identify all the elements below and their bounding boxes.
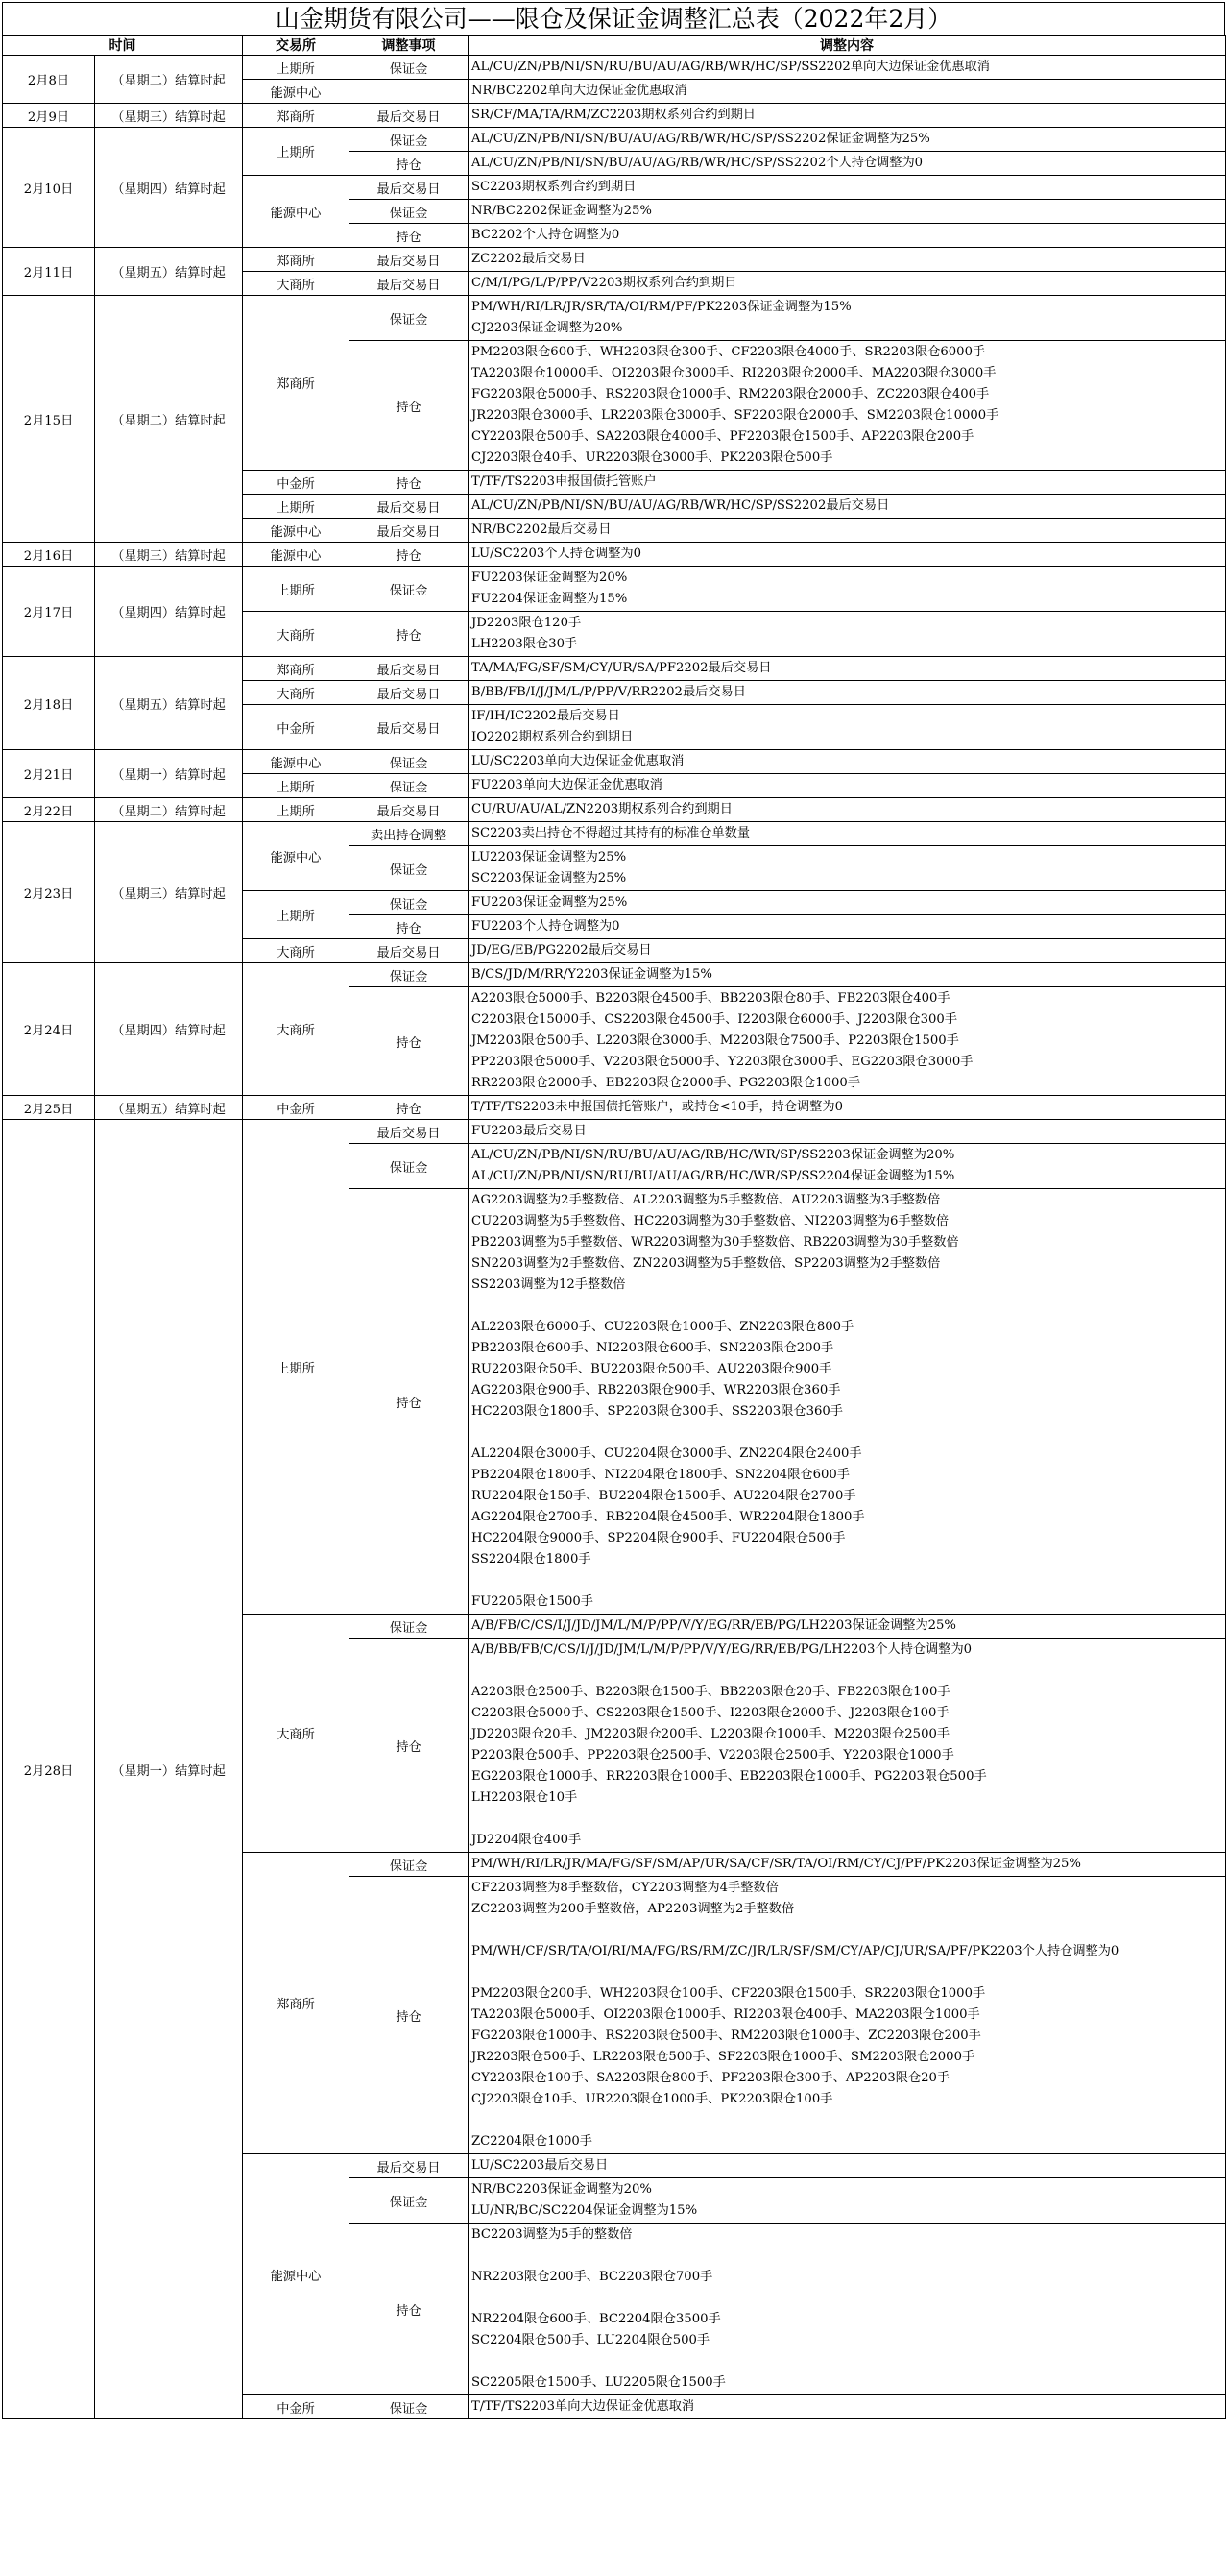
item-cell: 保证金 xyxy=(349,2395,469,2419)
item-cell: 卖出持仓调整 xyxy=(349,822,469,846)
content-line: SR/CF/MA/TA/RM/ZC2203期权系列合约到期日 xyxy=(471,108,756,122)
exchange-cell: 大商所 xyxy=(243,963,349,1096)
content-cell xyxy=(469,248,1226,272)
content-line: AL/CU/ZN/PB/NI/SN/BU/AU/AG/RB/WR/HC/SP/SS2202保证金调整为25% xyxy=(471,132,930,146)
exchange-cell: 能源中心 xyxy=(243,2154,349,2395)
content-cell xyxy=(469,176,1226,200)
exchange-cell: 郑商所 xyxy=(243,104,349,128)
exchange-cell: 能源中心 xyxy=(243,176,349,248)
content-line: TA/MA/FG/SF/SM/CY/UR/SA/PF2202最后交易日 xyxy=(471,661,772,675)
content-line: SS2203调整为12手整数倍 xyxy=(471,1277,626,1292)
item-cell: 保证金 xyxy=(349,56,469,80)
content-cell xyxy=(469,495,1226,519)
content-line: LU2203保证金调整为25% xyxy=(471,850,627,864)
content-line: AL/CU/ZN/PB/NI/SN/BU/AU/AG/RB/WR/HC/SP/SS2202最后交易日 xyxy=(471,498,890,513)
content-line: CJ2203限仓40手、UR2203限仓3000手、PK2203限仓500手 xyxy=(471,450,833,465)
table-row xyxy=(3,104,1226,128)
item-cell: 保证金 xyxy=(349,750,469,774)
content-line: FU2203最后交易日 xyxy=(471,1124,587,1138)
date-cell: 2月15日 xyxy=(3,296,95,543)
weekday-cell: （星期二）结算时起 xyxy=(95,296,243,543)
content-line: B/CS/JD/M/RR/Y2203保证金调整为15% xyxy=(471,967,712,982)
content-line: AL/CU/ZN/PB/NI/SN/BU/AU/AG/RB/WR/HC/SP/SS2202个人持仓调整为0 xyxy=(471,156,924,170)
header-item: 调整事项 xyxy=(349,36,469,56)
content-line: C2203限仓15000手、CS2203限仓4500手、I2203限仓6000手、J2203限仓300手 xyxy=(471,1012,958,1027)
content-line: SC2204限仓500手、LU2204限仓500手 xyxy=(471,2333,710,2347)
content-line: SN2203调整为2手整数倍、ZN2203调整为5手整数倍、SP2203调整为2手整数倍 xyxy=(471,1256,941,1271)
exchange-cell: 中金所 xyxy=(243,471,349,495)
content-cell xyxy=(469,2224,1226,2395)
date-cell: 2月10日 xyxy=(3,128,95,248)
item-cell: 保证金 xyxy=(349,296,469,341)
content-line: AG2204限仓2700手、RB2204限仓4500手、WR2204限仓1800手 xyxy=(471,1510,865,1524)
exchange-cell: 能源中心 xyxy=(243,543,349,567)
exchange-cell: 上期所 xyxy=(243,1120,349,1615)
content-line: PB2203限仓600手、NI2203限仓600手、SN2203限仓200手 xyxy=(471,1341,834,1355)
content-cell xyxy=(469,891,1226,915)
content-line: P2203限仓500手、PP2203限仓2500手、V2203限仓2500手、Y2203限仓1000手 xyxy=(471,1748,954,1762)
item-cell: 持仓 xyxy=(349,471,469,495)
content-line: C2203限仓5000手、CS2203限仓1500手、I2203限仓2000手、J2203限仓100手 xyxy=(471,1706,950,1720)
content-cell xyxy=(469,471,1226,495)
content-line: FU2203保证金调整为20% xyxy=(471,571,628,585)
content-line: ZC2202最后交易日 xyxy=(471,252,586,266)
item-cell: 保证金 xyxy=(349,1615,469,1639)
weekday-cell: （星期五）结算时起 xyxy=(95,657,243,750)
content-cell xyxy=(469,80,1226,104)
date-cell: 2月9日 xyxy=(3,104,95,128)
date-cell: 2月24日 xyxy=(3,963,95,1096)
item-cell: 最后交易日 xyxy=(349,2154,469,2178)
date-cell: 2月23日 xyxy=(3,822,95,963)
content-line: IF/IH/IC2202最后交易日 xyxy=(471,709,620,723)
content-cell xyxy=(469,1120,1226,1144)
item-cell: 最后交易日 xyxy=(349,705,469,750)
exchange-cell: 大商所 xyxy=(243,612,349,657)
content-cell xyxy=(469,987,1226,1096)
content-cell xyxy=(469,543,1226,567)
content-cell xyxy=(469,2178,1226,2224)
item-cell: 持仓 xyxy=(349,915,469,939)
content-line: AL2203限仓6000手、CU2203限仓1000手、ZN2203限仓800手 xyxy=(471,1320,854,1334)
exchange-cell: 能源中心 xyxy=(243,80,349,104)
content-line: PB2203调整为5手整数倍、WR2203调整为30手整数倍、RB2203调整为30手整数倍 xyxy=(471,1235,959,1250)
content-cell xyxy=(469,822,1226,846)
item-cell xyxy=(349,80,469,104)
content-line: CY2203限仓500手、SA2203限仓4000手、PF2203限仓1500手、AP2203限仓200手 xyxy=(471,429,974,444)
content-line: NR2203限仓200手、BC2203限仓700手 xyxy=(471,2270,713,2284)
table-row xyxy=(3,822,1226,846)
content-line: SC2203期权系列合约到期日 xyxy=(471,180,637,194)
content-line: JR2203限仓3000手、LR2203限仓3000手、SF2203限仓2000手、SM2203限仓10000手 xyxy=(471,408,999,423)
item-cell: 持仓 xyxy=(349,1639,469,1853)
content-cell xyxy=(469,2154,1226,2178)
weekday-cell: （星期四）结算时起 xyxy=(95,963,243,1096)
content-line: NR/BC2202保证金调整为25% xyxy=(471,204,652,218)
exchange-cell: 上期所 xyxy=(243,495,349,519)
content-line: C/M/I/PG/L/P/PP/V2203期权系列合约到期日 xyxy=(471,276,737,290)
content-line: LH2203限仓10手 xyxy=(471,1790,578,1805)
table-row xyxy=(3,543,1226,567)
content-cell xyxy=(469,939,1226,963)
table-row xyxy=(3,657,1226,681)
item-cell: 保证金 xyxy=(349,128,469,152)
date-cell: 2月21日 xyxy=(3,750,95,798)
item-cell: 最后交易日 xyxy=(349,495,469,519)
content-line: B/BB/FB/I/J/JM/L/P/PP/V/RR2202最后交易日 xyxy=(471,685,746,699)
content-line: CU/RU/AU/AL/ZN2203期权系列合约到期日 xyxy=(471,802,733,816)
content-cell xyxy=(469,1639,1226,1853)
content-cell xyxy=(469,567,1226,612)
content-line: HC2203限仓1800手、SP2203限仓300手、SS2203限仓360手 xyxy=(471,1404,843,1419)
item-cell: 保证金 xyxy=(349,963,469,987)
item-cell: 保证金 xyxy=(349,567,469,612)
item-cell: 最后交易日 xyxy=(349,798,469,822)
weekday-cell: （星期二）结算时起 xyxy=(95,798,243,822)
header-content: 调整内容 xyxy=(469,36,1226,56)
content-line: JR2203限仓500手、LR2203限仓500手、SF2203限仓1000手、SM2203限仓2000手 xyxy=(471,2050,975,2064)
weekday-cell: （星期四）结算时起 xyxy=(95,567,243,657)
item-cell: 持仓 xyxy=(349,2224,469,2395)
item-cell: 最后交易日 xyxy=(349,104,469,128)
weekday-cell: （星期五）结算时起 xyxy=(95,1096,243,1120)
content-cell xyxy=(469,341,1226,471)
date-cell: 2月17日 xyxy=(3,567,95,657)
exchange-cell: 上期所 xyxy=(243,128,349,176)
content-cell xyxy=(469,1877,1226,2154)
date-cell: 2月25日 xyxy=(3,1096,95,1120)
content-line: A/B/BB/FB/C/CS/I/J/JD/JM/L/M/P/PP/V/Y/EG/RR/EB/PG/LH2203个人持仓调整为0 xyxy=(471,1642,973,1657)
item-cell: 最后交易日 xyxy=(349,939,469,963)
content-line: CU2203调整为5手整数倍、HC2203调整为30手整数倍、NI2203调整为6手整数倍 xyxy=(471,1214,950,1228)
table-row xyxy=(3,963,1226,987)
content-cell xyxy=(469,1853,1226,1877)
content-cell xyxy=(469,798,1226,822)
content-cell xyxy=(469,1096,1226,1120)
content-line: A2203限仓5000手、B2203限仓4500手、BB2203限仓80手、FB2203限仓400手 xyxy=(471,991,950,1006)
item-cell: 最后交易日 xyxy=(349,681,469,705)
content-line: T/TF/TS2203未申报国债托管账户，或持仓<10手，持仓调整为0 xyxy=(471,1100,843,1114)
weekday-cell: （星期二）结算时起 xyxy=(95,56,243,104)
exchange-cell: 上期所 xyxy=(243,774,349,798)
exchange-cell: 郑商所 xyxy=(243,657,349,681)
date-cell: 2月16日 xyxy=(3,543,95,567)
content-line: PM/WH/CF/SR/TA/OI/RI/MA/FG/RS/RM/ZC/JR/LR/SF/SM/CY/AP/CJ/UR/SA/PF/PK2203个人持仓调整为0 xyxy=(471,1944,1119,1958)
content-line: RU2204限仓150手、BU2204限仓1500手、AU2204限仓2700手 xyxy=(471,1489,856,1503)
content-line: A2203限仓2500手、B2203限仓1500手、BB2203限仓20手、FB2203限仓100手 xyxy=(471,1685,950,1699)
content-cell xyxy=(469,296,1226,341)
content-line: LU/SC2203个人持仓调整为0 xyxy=(471,547,641,561)
content-line: FG2203限仓1000手、RS2203限仓500手、RM2203限仓1000手、ZC2203限仓200手 xyxy=(471,2029,981,2043)
content-cell xyxy=(469,750,1226,774)
content-line: RR2203限仓2000手、EB2203限仓2000手、PG2203限仓1000手 xyxy=(471,1076,861,1090)
content-cell xyxy=(469,963,1226,987)
item-cell: 持仓 xyxy=(349,987,469,1096)
content-line: FU2203个人持仓调整为0 xyxy=(471,919,620,934)
item-cell: 最后交易日 xyxy=(349,176,469,200)
content-cell xyxy=(469,152,1226,176)
content-line: AL/CU/ZN/PB/NI/SN/RU/BU/AU/AG/RB/HC/WR/SP/SS2204保证金调整为15% xyxy=(471,1169,955,1183)
item-cell: 最后交易日 xyxy=(349,1120,469,1144)
item-cell: 最后交易日 xyxy=(349,248,469,272)
content-line: JD/EG/EB/PG2202最后交易日 xyxy=(471,943,652,958)
content-line: CJ2203限仓10手、UR2203限仓1000手、PK2203限仓100手 xyxy=(471,2092,833,2106)
content-cell xyxy=(469,1189,1226,1615)
content-line: NR/BC2202单向大边保证金优惠取消 xyxy=(471,84,687,98)
content-line: NR2204限仓600手、BC2204限仓3500手 xyxy=(471,2312,721,2326)
content-line: SC2203保证金调整为25% xyxy=(471,871,627,886)
content-line: JD2204限仓400手 xyxy=(471,1833,582,1847)
content-cell xyxy=(469,104,1226,128)
item-cell: 持仓 xyxy=(349,1096,469,1120)
content-line: BC2202个人持仓调整为0 xyxy=(471,228,620,242)
content-line: T/TF/TS2203申报国债托管账户 xyxy=(471,474,657,489)
exchange-cell: 上期所 xyxy=(243,567,349,612)
content-line: TA2203限仓5000手、OI2203限仓1000手、RI2203限仓400手、MA2203限仓1000手 xyxy=(471,2007,980,2022)
weekday-cell: （星期一）结算时起 xyxy=(95,1120,243,2419)
item-cell: 持仓 xyxy=(349,543,469,567)
item-cell: 保证金 xyxy=(349,2178,469,2224)
content-cell xyxy=(469,224,1226,248)
exchange-cell: 上期所 xyxy=(243,891,349,939)
table-header-row xyxy=(3,36,1226,56)
content-line: AG2203调整为2手整数倍、AL2203调整为5手整数倍、AU2203调整为3手整数倍 xyxy=(471,1193,941,1207)
weekday-cell: （星期三）结算时起 xyxy=(95,822,243,963)
content-line: A/B/FB/C/CS/I/J/JD/JM/L/M/P/PP/V/Y/EG/RR/EB/PG/LH2203保证金调整为25% xyxy=(471,1618,956,1633)
content-line: AL/CU/ZN/PB/NI/SN/RU/BU/AU/AG/RB/WR/HC/SP/SS2202单向大边保证金优惠取消 xyxy=(471,60,990,74)
item-cell: 保证金 xyxy=(349,891,469,915)
weekday-cell: （星期五）结算时起 xyxy=(95,248,243,296)
exchange-cell: 上期所 xyxy=(243,798,349,822)
item-cell: 最后交易日 xyxy=(349,657,469,681)
weekday-cell: （星期四）结算时起 xyxy=(95,128,243,248)
content-cell xyxy=(469,915,1226,939)
weekday-cell: （星期三）结算时起 xyxy=(95,104,243,128)
content-line: SS2204限仓1800手 xyxy=(471,1552,591,1567)
header-time: 时间 xyxy=(3,36,243,56)
content-cell xyxy=(469,774,1226,798)
content-line: LU/SC2203最后交易日 xyxy=(471,2158,609,2173)
weekday-cell: （星期三）结算时起 xyxy=(95,543,243,567)
header-exchange: 交易所 xyxy=(243,36,349,56)
content-line: CJ2203保证金调整为20% xyxy=(471,321,623,335)
adjustment-table xyxy=(2,35,1226,2419)
content-line: JD2203限仓120手 xyxy=(471,616,582,630)
content-line: ZC2203调整为200手整数倍，AP2203调整为2手整数倍 xyxy=(471,1902,795,1916)
item-cell: 持仓 xyxy=(349,224,469,248)
table-row xyxy=(3,750,1226,774)
table-row xyxy=(3,296,1226,341)
date-cell: 2月11日 xyxy=(3,248,95,296)
content-line: NR/BC2202最后交易日 xyxy=(471,522,612,537)
content-line: HC2204限仓9000手、SP2204限仓900手、FU2204限仓500手 xyxy=(471,1531,846,1545)
item-cell: 最后交易日 xyxy=(349,519,469,543)
content-line: PM2203限仓200手、WH2203限仓100手、CF2203限仓1500手、SR2203限仓1000手 xyxy=(471,1986,986,2001)
content-line: PM/WH/RI/LR/JR/MA/FG/SF/SM/AP/UR/SA/CF/SR/TA/OI/RM/CY/CJ/PF/PK2203保证金调整为25% xyxy=(471,1857,1081,1871)
item-cell: 持仓 xyxy=(349,612,469,657)
item-cell: 保证金 xyxy=(349,1144,469,1189)
content-cell xyxy=(469,1144,1226,1189)
date-cell: 2月28日 xyxy=(3,1120,95,2419)
table-body xyxy=(3,56,1226,2419)
date-cell: 2月22日 xyxy=(3,798,95,822)
date-cell: 2月18日 xyxy=(3,657,95,750)
page-title: 山金期货有限公司——限仓及保证金调整汇总表（2022年2月） xyxy=(2,2,1225,35)
content-line: AL2204限仓3000手、CU2204限仓3000手、ZN2204限仓2400手 xyxy=(471,1446,862,1461)
table-row xyxy=(3,1120,1226,1144)
item-cell: 保证金 xyxy=(349,1853,469,1877)
table-row xyxy=(3,567,1226,612)
table-row xyxy=(3,56,1226,80)
date-cell: 2月8日 xyxy=(3,56,95,104)
table-row xyxy=(3,248,1226,272)
summary-sheet xyxy=(2,2,1225,2419)
content-line: RU2203限仓50手、BU2203限仓500手、AU2203限仓900手 xyxy=(471,1362,832,1376)
exchange-cell: 中金所 xyxy=(243,705,349,750)
content-line: LU/SC2203单向大边保证金优惠取消 xyxy=(471,754,685,768)
content-cell xyxy=(469,681,1226,705)
exchange-cell: 大商所 xyxy=(243,1615,349,1853)
exchange-cell: 中金所 xyxy=(243,1096,349,1120)
table-row xyxy=(3,128,1226,152)
content-line: NR/BC2203保证金调整为20% xyxy=(471,2182,652,2197)
content-line: CY2203限仓100手、SA2203限仓800手、PF2203限仓300手、AP2203限仓20手 xyxy=(471,2071,950,2085)
content-line: PB2204限仓1800手、NI2204限仓1800手、SN2204限仓600手 xyxy=(471,1468,850,1482)
content-line: PM2203限仓600手、WH2203限仓300手、CF2203限仓4000手、SR2203限仓6000手 xyxy=(471,345,986,359)
content-line: PM/WH/RI/LR/JR/SR/TA/OI/RM/PF/PK2203保证金调整为15% xyxy=(471,300,852,314)
content-cell xyxy=(469,2395,1226,2419)
exchange-cell: 大商所 xyxy=(243,939,349,963)
content-line: ZC2204限仓1000手 xyxy=(471,2134,592,2149)
exchange-cell: 能源中心 xyxy=(243,822,349,891)
content-line: SC2205限仓1500手、LU2205限仓1500手 xyxy=(471,2375,726,2390)
content-line: FU2205限仓1500手 xyxy=(471,1594,593,1609)
exchange-cell: 郑商所 xyxy=(243,248,349,272)
item-cell: 保证金 xyxy=(349,846,469,891)
content-line: JM2203限仓500手、L2203限仓3000手、M2203限仓7500手、P2203限仓1500手 xyxy=(471,1033,959,1048)
content-cell xyxy=(469,272,1226,296)
exchange-cell: 能源中心 xyxy=(243,750,349,774)
content-line: EG2203限仓1000手、RR2203限仓1000手、EB2203限仓1000手、PG2203限仓500手 xyxy=(471,1769,987,1784)
item-cell: 持仓 xyxy=(349,1877,469,2154)
content-line: SC2203卖出持仓不得超过其持有的标准仓单数量 xyxy=(471,826,751,840)
content-line: AL/CU/ZN/PB/NI/SN/RU/BU/AU/AG/RB/HC/WR/SP/SS2203保证金调整为20% xyxy=(471,1148,955,1162)
content-cell xyxy=(469,56,1226,80)
weekday-cell: （星期一）结算时起 xyxy=(95,750,243,798)
content-line: FU2203单向大边保证金优惠取消 xyxy=(471,778,662,792)
item-cell: 保证金 xyxy=(349,774,469,798)
exchange-cell: 能源中心 xyxy=(243,519,349,543)
content-cell xyxy=(469,1615,1226,1639)
table-row xyxy=(3,798,1226,822)
content-line: JD2203限仓20手、JM2203限仓200手、L2203限仓1000手、M2203限仓2500手 xyxy=(471,1727,950,1741)
exchange-cell: 郑商所 xyxy=(243,296,349,471)
content-cell xyxy=(469,519,1226,543)
content-line: CF2203调整为8手整数倍，CY2203调整为4手整数倍 xyxy=(471,1881,779,1895)
item-cell: 最后交易日 xyxy=(349,272,469,296)
content-line: BC2203调整为5手的整数倍 xyxy=(471,2227,633,2242)
content-line: LU/NR/BC/SC2204保证金调整为15% xyxy=(471,2203,698,2218)
exchange-cell: 郑商所 xyxy=(243,1853,349,2154)
content-line: T/TF/TS2203单向大边保证金优惠取消 xyxy=(471,2399,695,2414)
content-line: FU2204保证金调整为15% xyxy=(471,592,628,606)
content-line: FG2203限仓5000手、RS2203限仓1000手、RM2203限仓2000手、ZC2203限仓400手 xyxy=(471,387,990,401)
content-cell xyxy=(469,705,1226,750)
content-line: LH2203限仓30手 xyxy=(471,637,578,651)
content-line: IO2202期权系列合约到期日 xyxy=(471,730,634,744)
content-cell xyxy=(469,200,1226,224)
content-cell xyxy=(469,128,1226,152)
content-line: PP2203限仓5000手、V2203限仓5000手、Y2203限仓3000手、EG2203限仓3000手 xyxy=(471,1055,974,1069)
item-cell: 保证金 xyxy=(349,200,469,224)
item-cell: 持仓 xyxy=(349,341,469,471)
table-row xyxy=(3,1096,1226,1120)
content-cell xyxy=(469,657,1226,681)
content-line: TA2203限仓10000手、OI2203限仓3000手、RI2203限仓2000手、MA2203限仓3000手 xyxy=(471,366,997,380)
content-cell xyxy=(469,846,1226,891)
content-line: AG2203限仓900手、RB2203限仓900手、WR2203限仓360手 xyxy=(471,1383,841,1397)
item-cell: 持仓 xyxy=(349,1189,469,1615)
exchange-cell: 大商所 xyxy=(243,681,349,705)
item-cell: 持仓 xyxy=(349,152,469,176)
exchange-cell: 中金所 xyxy=(243,2395,349,2419)
content-cell xyxy=(469,612,1226,657)
exchange-cell: 上期所 xyxy=(243,56,349,80)
exchange-cell: 大商所 xyxy=(243,272,349,296)
content-line: FU2203保证金调整为25% xyxy=(471,895,628,910)
